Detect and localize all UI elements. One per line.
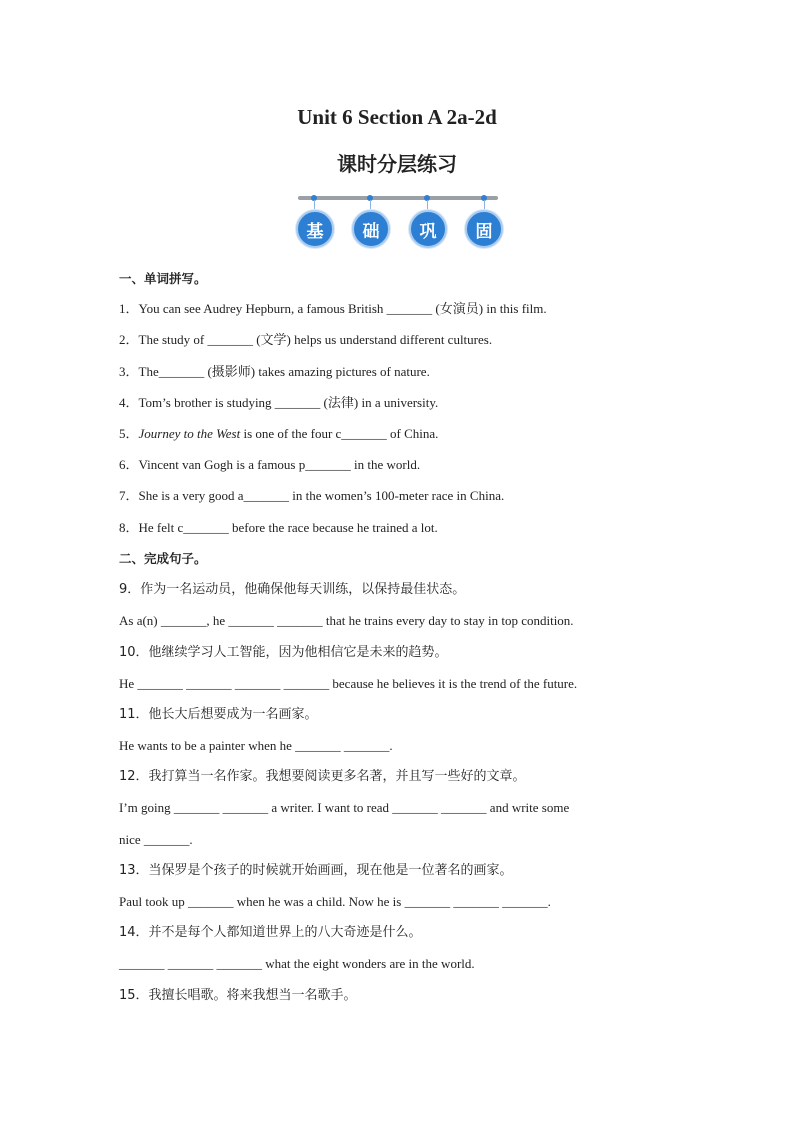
answer-line: He _______ _______ _______ _______ because he believes it is the trend of the future. [119,676,578,691]
question-line [119,426,438,442]
question-prompt: 15．我擅长唱歌。将来我想当一名歌手。 [119,988,357,1003]
question-prompt: 10．他继续学习人工智能，因为他相信它是未来的趋势。 [119,645,448,660]
question-line: 2．The study of _______ (文学) helps us understand different cultures. [119,332,493,347]
page-title: Unit 6 Section A 2a-2d [297,105,497,129]
answer-line: I’m going _______ _______ a writer. I want to read _______ _______ and write some [119,800,570,815]
question-prompt: 11．他长大后想要成为一名画家。 [119,707,318,722]
answer-line: As a(n) _______, he _______ _______ that he trains every day to stay in top condition. [119,613,574,628]
question-prompt: 12．我打算当一名作家。我想要阅读更多名著，并且写一些好的文章。 [119,769,526,784]
answer-line: _______ _______ _______ what the eight wonders are in the world. [119,956,475,971]
badge-char: 础 [352,210,390,248]
foundation-badge-banner [296,192,500,254]
question-line: 3．The_______ (摄影师) takes amazing pictures of nature. [119,364,430,379]
question-text: is one of the four c_______ of China. [240,426,439,441]
badge-bar [298,196,498,200]
question-line: 8．He felt c_______ before the race because he trained a lot. [119,520,438,535]
answer-line: nice _______. [119,832,193,847]
question-line: 4．Tom’s brother is studying _______ (法律) in a university. [119,395,439,410]
section-heading-spelling: 一、单词拼写。 [119,271,207,286]
question-line: 6．Vincent van Gogh is a famous p_______ in the world. [119,457,421,472]
answer-line: He wants to be a painter when he _______ _______. [119,738,393,753]
question-prompt: 14．并不是每个人都知道世界上的八大奇迹是什么。 [119,925,422,940]
badge-char: 基 [296,210,334,248]
book-title: Journey to the West [138,426,241,441]
answer-line: Paul took up _______ when he was a child. Now he is _______ _______ _______. [119,894,551,909]
question-number: 5． [119,426,139,441]
page-subtitle: 课时分层练习 [337,152,457,176]
badge-char: 巩 [409,210,447,248]
question-prompt: 9．作为一名运动员，他确保他每天训练，以保持最佳状态。 [119,582,466,597]
badge-char: 固 [465,210,503,248]
section-heading-sentences: 二、完成句子。 [119,551,207,566]
question-line: 7．She is a very good a_______ in the women’s 100-meter race in China. [119,488,505,503]
question-line: 1．You can see Audrey Hepburn, a famous British _______ (女演员) in this film. [119,301,547,316]
question-prompt: 13．当保罗是个孩子的时候就开始画画，现在他是一位著名的画家。 [119,863,513,878]
